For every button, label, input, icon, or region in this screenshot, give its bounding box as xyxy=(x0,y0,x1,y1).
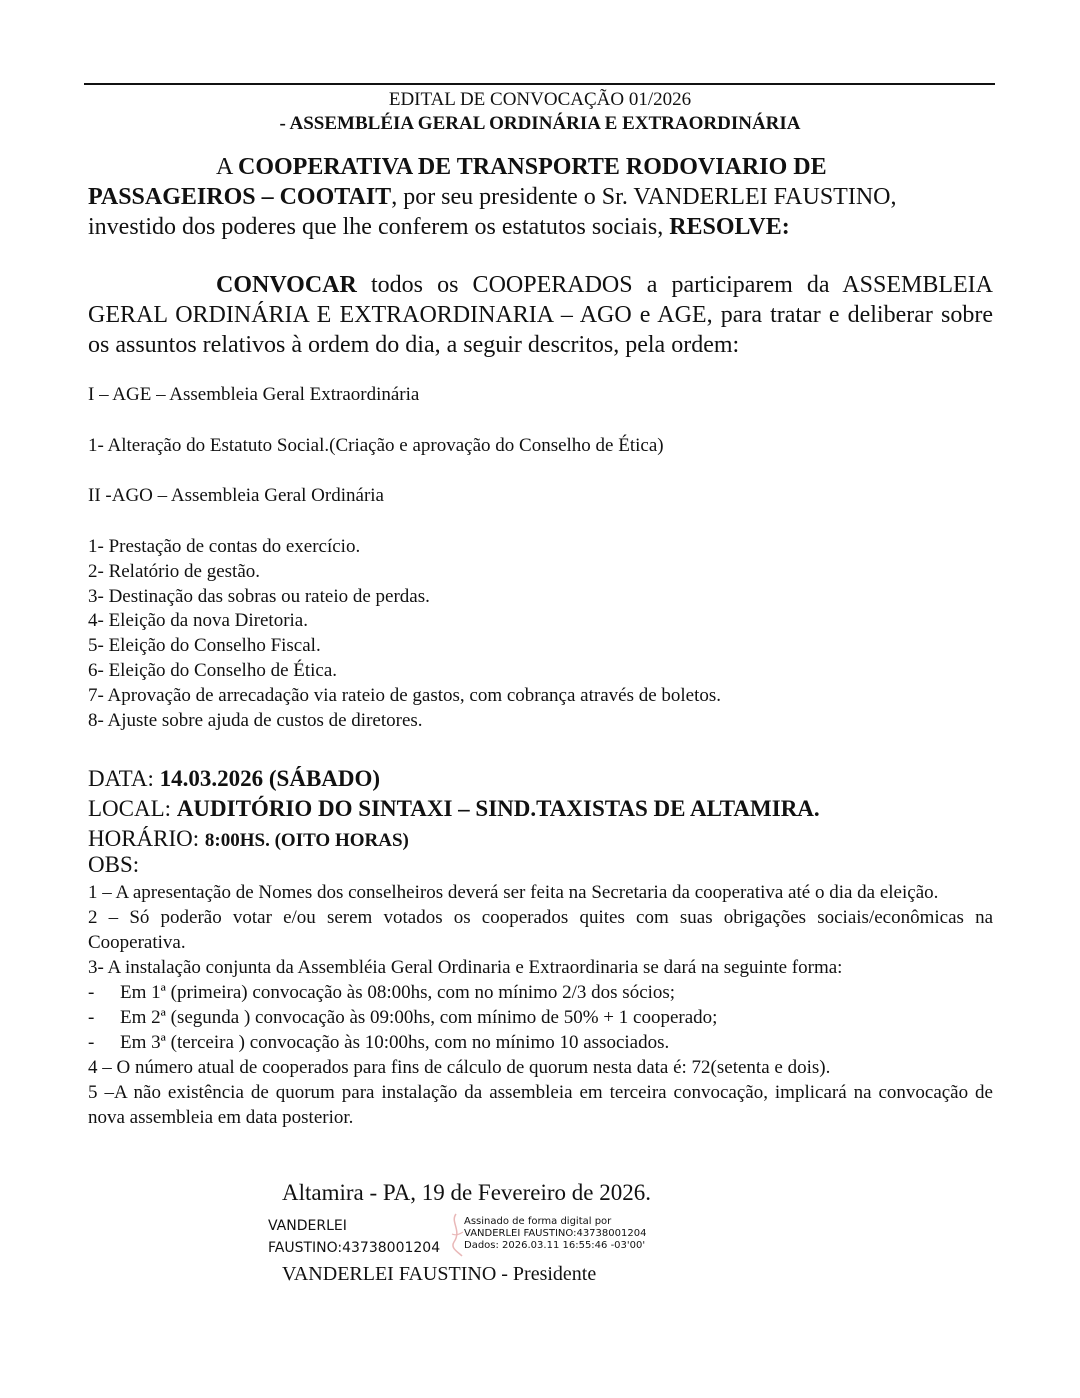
digital-signer-name: VANDERLEI FAUSTINO:43738001204 xyxy=(268,1218,441,1256)
obs-bullet: - Em 2ª (segunda ) convocação às 09:00hs, com mínimo de 50% + 1 cooperado; xyxy=(88,1007,718,1028)
meeting-date: DATA: 14.03.2026 (SÁBADO) xyxy=(88,766,381,791)
digital-signature-icon xyxy=(446,1212,466,1258)
agenda-item: 2- Relatório de gestão. xyxy=(88,560,261,582)
obs-item: 4 – O número atual de cooperados para fins de cálculo de quorum nesta data é: 72(setenta e dois). xyxy=(88,1057,831,1078)
agenda-item: 7- Aprovação de arrecadação via rateio de gastos, com cobrança através de boletos. xyxy=(88,684,722,706)
intro-prefix: A xyxy=(216,154,239,180)
agenda-item: 5- Eleição do Conselho Fiscal. xyxy=(88,635,321,657)
obs-item: 5 –A não existência de quorum para instalação da assembleia em terceira convocação, implicará na convocação de nova assembleia em data posterior. xyxy=(88,1082,993,1128)
ago-agenda-list xyxy=(88,535,721,733)
intro-paragraph xyxy=(88,152,998,242)
intro-middle: , por seu presidente o Sr. VANDERLEI FAUSTINO, xyxy=(391,184,897,210)
location-value: AUDITÓRIO DO SINTAXI – SIND.TAXISTAS DE ALTAMIRA. xyxy=(176,796,820,821)
time-value: 8:00HS. (OITO HORAS) xyxy=(204,830,409,851)
convocar-keyword: CONVOCAR xyxy=(216,272,357,298)
ago-heading: II -AGO – Assembleia Geral Ordinária xyxy=(88,485,384,506)
obs-item: 1 – A apresentação de Nomes dos conselheiros deverá ser feita na Secretaria da cooperativa até o dia da eleição. xyxy=(88,882,939,903)
meeting-location: LOCAL: AUDITÓRIO DO SINTAXI – SIND.TAXISTAS DE ALTAMIRA. xyxy=(88,796,820,821)
convocation-text: todos os COOPERADOS a participarem da ASSEMBLEIA GERAL ORDINÁRIA E EXTRAORDINARIA – AGO e AGE, para tratar e deliberar sobre os assuntos relativos à ordem do dia, a seguir descritos, pela ordem: xyxy=(88,272,993,358)
president-signature: VANDERLEI FAUSTINO - Presidente xyxy=(282,1263,597,1285)
agenda-item: 3- Destinação das sobras ou rateio de perdas. xyxy=(88,585,430,607)
convocation-paragraph xyxy=(88,270,993,360)
intro-line3: investido dos poderes que lhe conferem os estatutos sociais, xyxy=(88,214,670,240)
obs-item: 3- A instalação conjunta da Assembléia Geral Ordinaria e Extraordinaria se dará na seguinte forma: xyxy=(88,957,843,978)
document-subtitle: - ASSEMBLÉIA GERAL ORDINÁRIA E EXTRAORDINÁRIA xyxy=(279,113,801,134)
top-rule xyxy=(84,83,995,85)
meeting-time: HORÁRIO: 8:00HS. (OITO HORAS) xyxy=(88,826,409,851)
digital-signature-info: Assinado de forma digital por VANDERLEI FAUSTINO:43738001204 Dados: 2026.03.11 16:55:46 -03'00' xyxy=(464,1216,647,1251)
document-title: EDITAL DE CONVOCAÇÃO 01/2026 xyxy=(388,89,692,110)
obs-bullet: - Em 3ª (terceira ) convocação às 10:00hs, com no mínimo 10 associados. xyxy=(88,1032,670,1053)
resolve-keyword: RESOLVE: xyxy=(669,214,790,240)
agenda-item: 1- Prestação de contas do exercício. xyxy=(88,536,361,557)
age-heading: I – AGE – Assembleia Geral Extraordinária xyxy=(88,384,420,405)
obs-bullet: - Em 1ª (primeira) convocação às 08:00hs, com no mínimo 2/3 dos sócios; xyxy=(88,982,676,1003)
date-value: 14.03.2026 (SÁBADO) xyxy=(159,766,381,791)
agenda-item: 6- Eleição do Conselho de Ética. xyxy=(88,659,338,681)
obs-item: 2 – Só poderão votar e/ou serem votados os cooperados quites com suas obrigações sociais/econômicas na Cooperativa. xyxy=(88,907,993,953)
obs-heading: OBS: xyxy=(88,852,140,877)
org-name-line2: PASSAGEIROS – COOTAIT xyxy=(88,184,392,210)
org-name-line1: COOPERATIVA DE TRANSPORTE RODOVIARIO DE xyxy=(238,154,827,180)
place-date: Altamira - PA, 19 de Fevereiro de 2026. xyxy=(282,1180,651,1205)
age-item: 1- Alteração do Estatuto Social.(Criação e aprovação do Conselho de Ética) xyxy=(88,435,664,456)
observations-list xyxy=(88,880,993,1130)
agenda-item: 4- Eleição da nova Diretoria. xyxy=(88,610,308,632)
agenda-item: 8- Ajuste sobre ajuda de custos de diretores. xyxy=(88,709,423,731)
meeting-details xyxy=(88,764,820,856)
